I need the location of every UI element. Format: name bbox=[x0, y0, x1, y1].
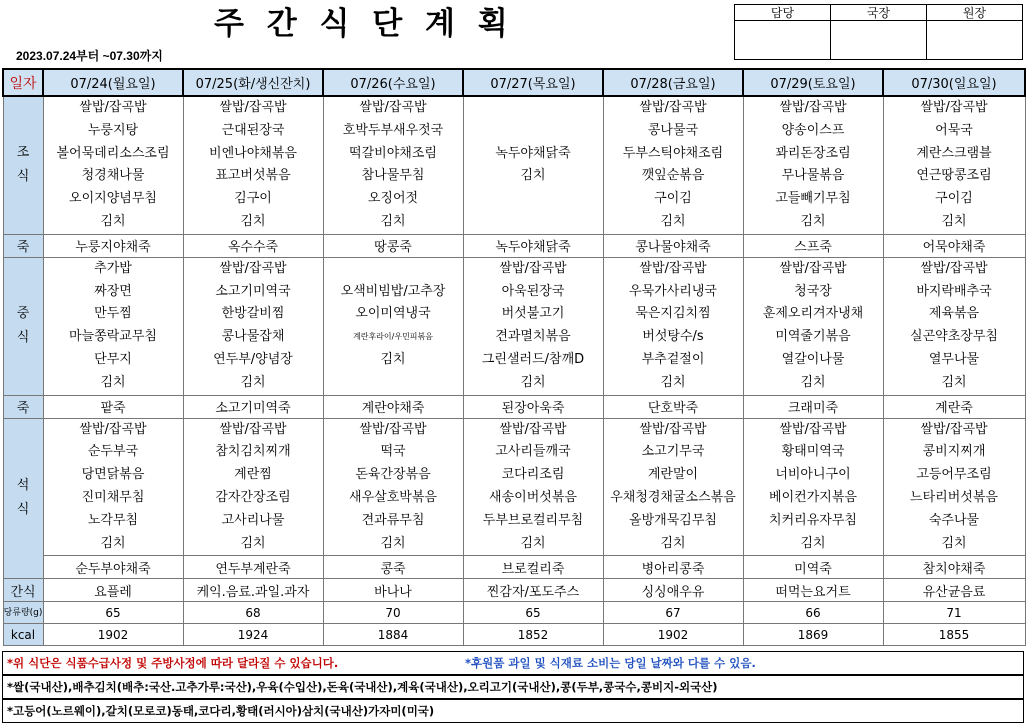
menu-item: 고들빼기무침 bbox=[775, 191, 851, 207]
menu-item: 호박두부새우젓국 bbox=[342, 122, 444, 138]
breakfast-cell bbox=[183, 96, 323, 234]
approval-label: 국장 bbox=[831, 5, 927, 21]
breakfast-cell bbox=[883, 96, 1025, 234]
section-sugar: 당류량(g) bbox=[3, 602, 43, 624]
snack-cell: 요플레 bbox=[43, 579, 183, 602]
menu-item: 우채청경채굴소스볶음 bbox=[610, 489, 736, 505]
snack-cell: 유산균음료 bbox=[883, 579, 1025, 602]
menu-item: 김치 bbox=[380, 535, 406, 551]
porridge-cell: 누룽지야채죽 bbox=[43, 234, 183, 257]
menu-item: 김치 bbox=[941, 535, 967, 551]
menu-item: 김구이 bbox=[234, 191, 272, 207]
menu-item bbox=[464, 188, 603, 211]
section-porridge: 죽 bbox=[3, 395, 43, 418]
porridge-cell: 미역죽 bbox=[743, 556, 883, 579]
menu-item: 쌀밥/잡곡밥 bbox=[639, 421, 707, 437]
breakfast-cell bbox=[603, 96, 743, 234]
menu-item: 연두부/양념장 bbox=[213, 351, 293, 367]
menu-item: 너비아니구이 bbox=[775, 467, 851, 483]
lunch-cell bbox=[883, 257, 1025, 395]
menu-item: 치커리유자무침 bbox=[769, 512, 857, 528]
menu-item: 오이지양념무침 bbox=[69, 191, 157, 207]
porridge-cell: 팥죽 bbox=[43, 395, 183, 418]
porridge-cell: 브로컬리죽 bbox=[463, 556, 603, 579]
menu-item: 우묵가사리냉국 bbox=[629, 283, 717, 299]
breakfast-cell bbox=[43, 96, 183, 234]
menu-item: 견과류무침 bbox=[361, 512, 425, 528]
porridge-cell: 어묵야채죽 bbox=[883, 234, 1025, 257]
menu-item: 쌀밥/잡곡밥 bbox=[639, 100, 707, 115]
menu-item: 오색비빔밥/고추장 bbox=[340, 283, 446, 299]
menu-item bbox=[464, 120, 603, 143]
menu-item: 순두부국 bbox=[87, 444, 139, 460]
menu-item: 쌀밥/잡곡밥 bbox=[920, 260, 988, 276]
kcal-cell: 1884 bbox=[323, 624, 463, 646]
dinner-cell bbox=[883, 418, 1025, 556]
menu-item bbox=[324, 372, 463, 395]
weekly-menu-table bbox=[2, 68, 1026, 646]
menu-item: 김치 bbox=[240, 535, 266, 551]
menu-item: 김치 bbox=[100, 213, 126, 229]
approval-signature-box[interactable] bbox=[927, 21, 1023, 60]
menu-item: 쌀밥/잡곡밥 bbox=[219, 260, 287, 276]
menu-item: 버섯불고기 bbox=[501, 306, 565, 322]
menu-item: 꽈리돈장조림 bbox=[775, 145, 851, 161]
menu-item: 노각무침 bbox=[87, 512, 139, 528]
breakfast-cell bbox=[323, 96, 463, 234]
kcal-cell: 1902 bbox=[603, 624, 743, 646]
kcal-cell: 1869 bbox=[743, 624, 883, 646]
menu-item: 새송이버섯볶음 bbox=[489, 489, 577, 505]
porridge-cell: 녹두야채닭죽 bbox=[463, 234, 603, 257]
header-label: 일자 bbox=[3, 69, 43, 96]
menu-item: 두부스틱야채조림 bbox=[622, 145, 724, 161]
porridge-cell: 크래미죽 bbox=[743, 395, 883, 418]
sugar-cell: 67 bbox=[603, 602, 743, 624]
porridge-cell: 연두부계란죽 bbox=[183, 556, 323, 579]
day-header: 07/28(금요일) bbox=[603, 69, 743, 96]
menu-item: 양송이스프 bbox=[781, 122, 845, 138]
dinner-cell bbox=[463, 418, 603, 556]
menu-item: 미역줄기볶음 bbox=[775, 329, 851, 345]
menu-item: 쌀밥/잡곡밥 bbox=[779, 100, 847, 115]
menu-item: 새우살호박볶음 bbox=[349, 489, 437, 505]
porridge-cell: 계란죽 bbox=[883, 395, 1025, 418]
day-header: 07/24(월요일) bbox=[43, 69, 183, 96]
menu-item: 두부브로컬리무침 bbox=[482, 512, 584, 528]
menu-item: 아욱된장국 bbox=[501, 283, 565, 299]
menu-item: 김치 bbox=[380, 213, 406, 229]
menu-item: 쌀밥/잡곡밥 bbox=[499, 260, 567, 276]
sugar-cell: 68 bbox=[183, 602, 323, 624]
menu-item: 참치김치찌개 bbox=[215, 444, 291, 460]
porridge-cell: 순두부야채죽 bbox=[43, 556, 183, 579]
menu-item: 진미채무침 bbox=[81, 489, 145, 505]
day-header: 07/29(토요일) bbox=[743, 69, 883, 96]
menu-item: 김치 bbox=[520, 535, 546, 551]
kcal-cell: 1852 bbox=[463, 624, 603, 646]
menu-item: 무나물볶음 bbox=[781, 168, 845, 184]
menu-item: 김치 bbox=[800, 535, 826, 551]
porridge-cell: 단호박죽 bbox=[603, 395, 743, 418]
kcal-cell: 1924 bbox=[183, 624, 323, 646]
day-header: 07/25(화/생신잔치) bbox=[183, 69, 323, 96]
menu-item: 청경채나물 bbox=[81, 168, 145, 184]
kcal-cell: 1855 bbox=[883, 624, 1025, 646]
section-snack: 간식 bbox=[3, 579, 43, 602]
menu-item: 쌀밥/잡곡밥 bbox=[79, 100, 147, 115]
menu-item: 오이미역냉국 bbox=[355, 306, 431, 322]
menu-item: 김치 bbox=[660, 535, 686, 551]
menu-item: 구이김 bbox=[654, 191, 692, 207]
menu-item: 연근땅콩조림 bbox=[916, 168, 992, 184]
sugar-cell: 65 bbox=[43, 602, 183, 624]
menu-item: 김치 bbox=[941, 374, 967, 390]
menu-item: 비엔나야채볶음 bbox=[209, 145, 297, 161]
menu-item: 김치 bbox=[520, 374, 546, 390]
menu-item: 짜장면 bbox=[94, 283, 132, 299]
menu-item: 김치 bbox=[660, 374, 686, 390]
porridge-cell: 옥수수죽 bbox=[183, 234, 323, 257]
menu-item: 콩나물국 bbox=[647, 122, 699, 138]
menu-item: 느타리버섯볶음 bbox=[910, 489, 998, 505]
menu-item: 쌀밥/잡곡밥 bbox=[920, 421, 988, 437]
porridge-cell: 콩죽 bbox=[323, 556, 463, 579]
menu-item: 열갈이나물 bbox=[781, 351, 845, 367]
menu-item: 쌀밥/잡곡밥 bbox=[920, 100, 988, 115]
lunch-cell bbox=[743, 257, 883, 395]
dinner-cell bbox=[183, 418, 323, 556]
menu-item: 쌀밥/잡곡밥 bbox=[359, 100, 427, 115]
dinner-cell bbox=[603, 418, 743, 556]
section-dinner: 석 식 bbox=[3, 418, 43, 579]
notice-donation: *후원품 과일 및 식재료 소비는 당일 날짜와 다를 수 있음. bbox=[465, 656, 756, 670]
menu-item: 계란찜 bbox=[234, 467, 272, 483]
menu-item: 쌀밥/잡곡밥 bbox=[79, 421, 147, 437]
breakfast-cell bbox=[463, 96, 603, 234]
menu-item: 부추겉절이 bbox=[641, 351, 705, 367]
menu-item bbox=[464, 211, 603, 234]
menu-item: 쌀밥/잡곡밥 bbox=[499, 421, 567, 437]
menu-item: 쌀밥/잡곡밥 bbox=[219, 100, 287, 115]
menu-item: 쌀밥/잡곡밥 bbox=[359, 421, 427, 437]
menu-item: 김치 bbox=[240, 213, 266, 229]
notice-line bbox=[2, 651, 1024, 675]
lunch-cell bbox=[43, 257, 183, 395]
menu-item: 그린샐러드/참깨D bbox=[481, 351, 585, 367]
menu-item: 김치 bbox=[520, 168, 546, 184]
menu-item: 추가밥 bbox=[94, 260, 132, 276]
menu-item: 김치 bbox=[380, 351, 406, 367]
menu-item: 감자간장조림 bbox=[215, 489, 291, 505]
menu-item: 버섯탕수/s bbox=[642, 329, 704, 345]
snack-cell: 바나나 bbox=[323, 579, 463, 602]
menu-item: 떡갈비야채조림 bbox=[349, 145, 437, 161]
menu-item: 참나물무침 bbox=[361, 168, 425, 184]
snack-cell: 케익.음료.과일.과자 bbox=[183, 579, 323, 602]
menu-item: 소고기미역국 bbox=[215, 283, 291, 299]
porridge-cell: 땅콩죽 bbox=[323, 234, 463, 257]
menu-item: 코다리조림 bbox=[501, 467, 565, 483]
menu-item: 열무나물 bbox=[928, 351, 980, 367]
menu-item: 김치 bbox=[941, 213, 967, 229]
menu-item: 청국장 bbox=[794, 283, 832, 299]
menu-item: 어묵국 bbox=[935, 122, 973, 138]
menu-item: 올방개묵김무침 bbox=[629, 512, 717, 528]
section-breakfast: 조 식 bbox=[3, 96, 43, 234]
menu-item: 당면닭볶음 bbox=[81, 467, 145, 483]
menu-item: 숙주나물 bbox=[928, 512, 980, 528]
menu-item: 누룽지탕 bbox=[87, 122, 139, 138]
menu-item: 고등어무조림 bbox=[916, 467, 992, 483]
menu-item: 김치 bbox=[240, 374, 266, 390]
menu-item: 훈제오리겨자냉채 bbox=[762, 306, 864, 322]
sugar-cell: 65 bbox=[463, 602, 603, 624]
menu-item: 돈육간장볶음 bbox=[355, 467, 431, 483]
lunch-cell bbox=[463, 257, 603, 395]
day-header: 07/30(일요일) bbox=[883, 69, 1025, 96]
menu-item: 계란말이 bbox=[647, 467, 699, 483]
menu-item bbox=[464, 97, 603, 120]
menu-item: 쌀밥/잡곡밥 bbox=[639, 260, 707, 276]
menu-item: 녹두야채닭죽 bbox=[495, 145, 571, 161]
menu-item: 표고버섯볶음 bbox=[215, 168, 291, 184]
lunch-cell bbox=[183, 257, 323, 395]
porridge-cell: 참치야채죽 bbox=[883, 556, 1025, 579]
porridge-cell: 된장아욱죽 bbox=[463, 395, 603, 418]
menu-item: 묵은지김치찜 bbox=[635, 306, 711, 322]
menu-item: 견과멸치볶음 bbox=[495, 329, 571, 345]
menu-item: 황태미역국 bbox=[781, 444, 845, 460]
day-header: 07/26(수요일) bbox=[323, 69, 463, 96]
origin-note-fish: *고등어(노르웨이),갈치(모로코)동태,코다리,황태(러시아)삼치(국내산)가자미(미국) bbox=[2, 699, 1024, 723]
menu-item: 한방갈비찜 bbox=[221, 306, 285, 322]
porridge-cell: 소고기미역죽 bbox=[183, 395, 323, 418]
menu-item: 김치 bbox=[800, 374, 826, 390]
section-kcal: kcal bbox=[3, 624, 43, 646]
kcal-cell: 1902 bbox=[43, 624, 183, 646]
lunch-cell bbox=[603, 257, 743, 395]
menu-item: 고사리나물 bbox=[221, 512, 285, 528]
menu-item: 김치 bbox=[100, 374, 126, 390]
dinner-cell bbox=[43, 418, 183, 556]
approval-signature-box[interactable] bbox=[735, 21, 831, 60]
menu-item: 김치 bbox=[100, 535, 126, 551]
menu-item: 소고기무국 bbox=[641, 444, 705, 460]
menu-item: 계란스크램블 bbox=[916, 145, 992, 161]
approval-label: 원장 bbox=[927, 5, 1023, 21]
sugar-cell: 70 bbox=[323, 602, 463, 624]
menu-item: 쌀밥/잡곡밥 bbox=[219, 421, 287, 437]
lunch-cell bbox=[323, 257, 463, 395]
menu-item: 떡국 bbox=[380, 444, 406, 460]
menu-item: 구이김 bbox=[935, 191, 973, 207]
menu-item: 김치 bbox=[800, 213, 826, 229]
snack-cell: 싱싱애우유 bbox=[603, 579, 743, 602]
menu-item: 콩나물잡채 bbox=[221, 329, 285, 345]
menu-item: 깻잎순볶음 bbox=[641, 168, 705, 184]
menu-item: 계란후라이/우민피볶음 bbox=[353, 332, 433, 342]
snack-cell: 떠먹는요거트 bbox=[743, 579, 883, 602]
menu-item: 쌀밥/잡곡밥 bbox=[779, 260, 847, 276]
porridge-cell: 병아리콩죽 bbox=[603, 556, 743, 579]
menu-item: 만두찜 bbox=[94, 306, 132, 322]
snack-cell: 찐감자/포도주스 bbox=[463, 579, 603, 602]
menu-item: 단무지 bbox=[94, 351, 132, 367]
menu-item: 쌀밥/잡곡밥 bbox=[779, 421, 847, 437]
menu-period: 2023.07.24부터 ~07.30까지 bbox=[16, 49, 163, 63]
menu-item: 바지락배추국 bbox=[916, 283, 992, 299]
dinner-cell bbox=[743, 418, 883, 556]
approval-box bbox=[734, 4, 1023, 60]
menu-item: 김치 bbox=[660, 213, 686, 229]
porridge-cell: 콩나물야채죽 bbox=[603, 234, 743, 257]
menu-item: 근대된장국 bbox=[221, 122, 285, 138]
day-header: 07/27(목요일) bbox=[463, 69, 603, 96]
approval-label: 담당 bbox=[735, 5, 831, 21]
origin-note-meat: *쌀(국내산),배추김치(배추:국산.고추가루:국산),우육(수입산),돈육(국내산),계육(국내산),오리고기(국내산),콩(두부,콩국수,콩비지-외국산) bbox=[2, 675, 1024, 699]
sugar-cell: 66 bbox=[743, 602, 883, 624]
page-title: 주 간 식 단 계 획 bbox=[214, 6, 514, 42]
menu-item bbox=[324, 258, 463, 281]
menu-item: 오징어젓 bbox=[367, 191, 419, 207]
menu-item: 콩비지찌개 bbox=[922, 444, 986, 460]
menu-item: 고사리들깨국 bbox=[495, 444, 571, 460]
menu-item: 마늘쫑락교무침 bbox=[69, 329, 157, 345]
notice-menu-change: *위 식단은 식품수급사정 및 주방사정에 따라 달라질 수 있습니다. bbox=[7, 656, 339, 670]
breakfast-cell bbox=[743, 96, 883, 234]
menu-item: 제육볶음 bbox=[928, 306, 980, 322]
approval-signature-box[interactable] bbox=[831, 21, 927, 60]
menu-item: 실곤약초장무침 bbox=[910, 329, 998, 345]
dinner-cell bbox=[323, 418, 463, 556]
sugar-cell: 71 bbox=[883, 602, 1025, 624]
section-lunch: 중 식 bbox=[3, 257, 43, 395]
menu-item: 볼어묵데리소스조림 bbox=[56, 145, 170, 161]
menu-item: 베이컨가지볶음 bbox=[769, 489, 857, 505]
porridge-cell: 계란야채죽 bbox=[323, 395, 463, 418]
section-porridge: 죽 bbox=[3, 234, 43, 257]
porridge-cell: 스프죽 bbox=[743, 234, 883, 257]
